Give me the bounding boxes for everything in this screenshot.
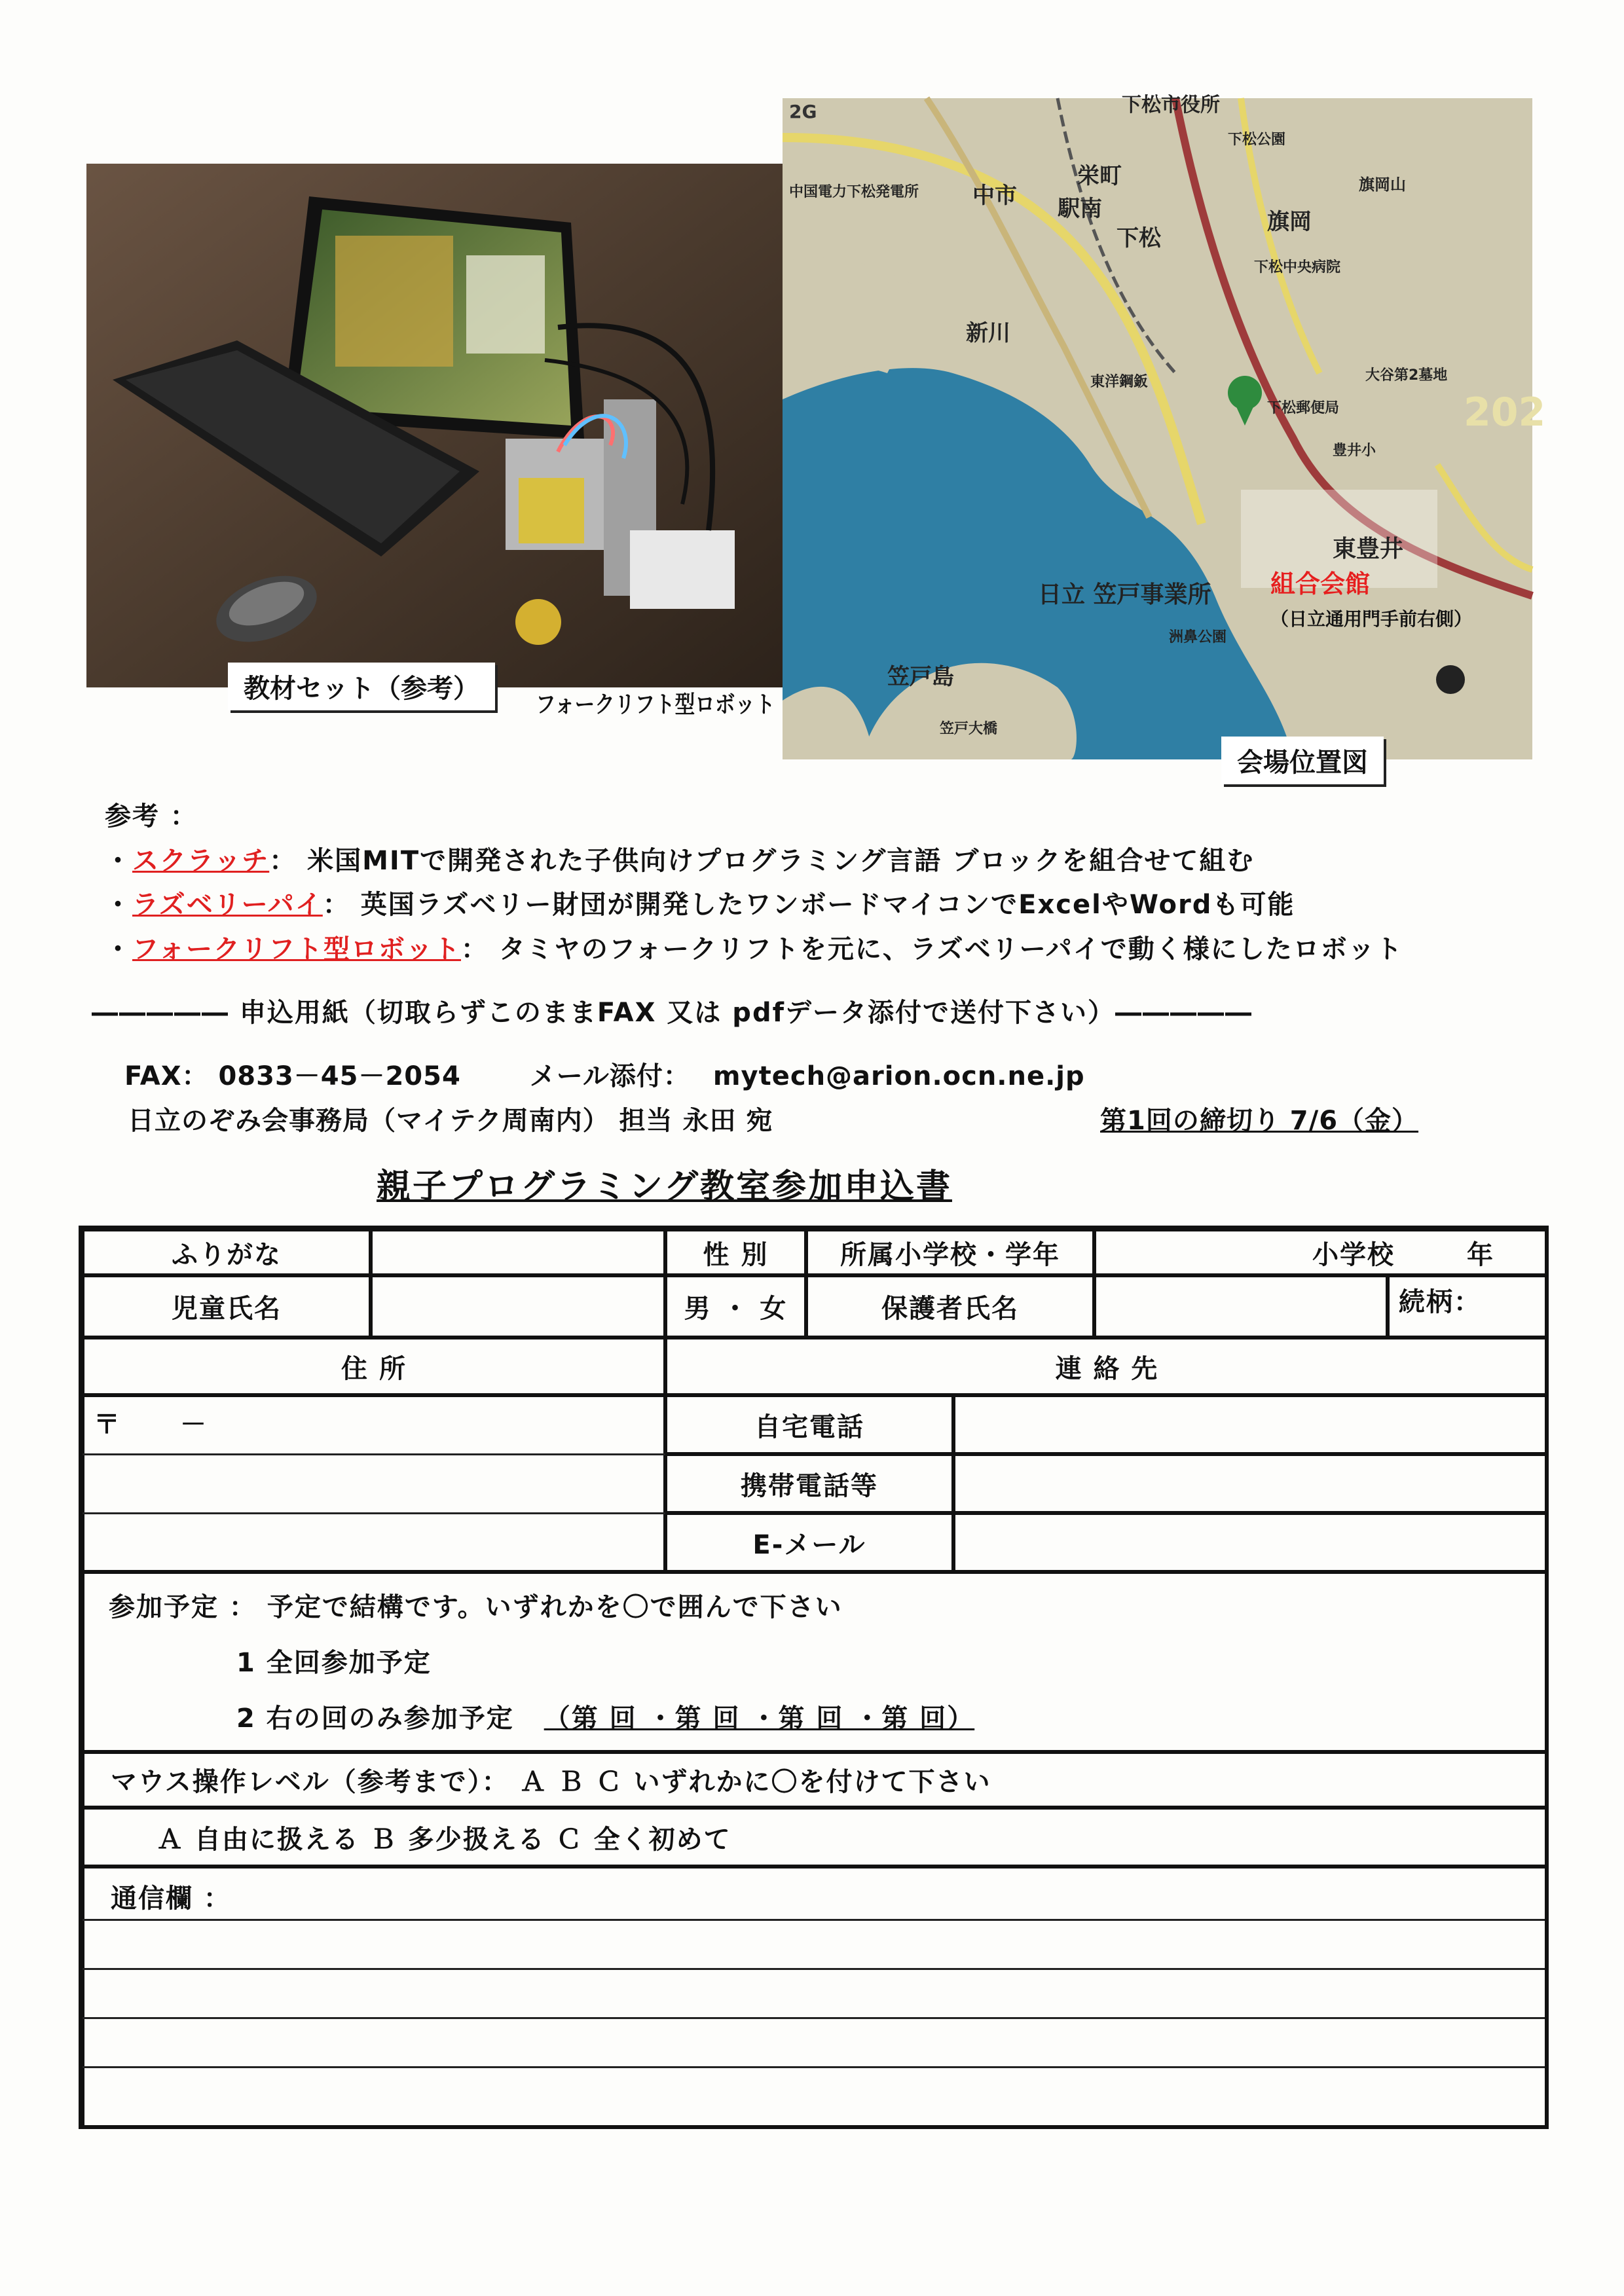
map-label-venue: 組合会館 [1270,570,1371,598]
reference-term: スクラッチ [132,846,270,876]
guardian-name-label: 保護者氏名 [806,1275,1094,1338]
map-label-hatagaoka: 旗岡山 [1359,175,1406,194]
contact-label: 連 絡 先 [665,1338,1549,1395]
gender-options[interactable]: 男 ・ 女 [665,1275,806,1338]
participation-option-partial[interactable] [236,1698,974,1735]
application-divider: ――――― 申込用紙（切取らずこのままFAX 又は pdfデータ添付で送付下さい）――――― [92,998,1253,1028]
reference-heading: 参考 ： [105,801,198,831]
gender-label: 性 別 [665,1230,806,1275]
address-divider [83,1512,665,1514]
mail-address[interactable]: mytech@arion.ocn.ne.jp [712,1061,1085,1091]
map-label-sakaemachi: 栄町 [1077,163,1122,189]
map-label-nakaichi: 中市 [972,183,1017,209]
postal-dash: － [180,1410,208,1440]
participation-option-partial-label: 2 右の回のみ参加予定 [236,1704,514,1734]
map-label-hataoka: 旗岡 [1267,209,1312,235]
map-label-sunami-park: 洲鼻公園 [1169,629,1227,646]
school-grade-label: 所属小学校・学年 [806,1230,1094,1275]
mobile-phone-field[interactable] [953,1454,1549,1513]
robot-caption: フォークリフト型ロボット [536,691,775,718]
office-line: 日立のぞみ会事務局（マイテク周南内） 担当 永田 宛 [128,1106,773,1136]
map-label-post: 下松郵便局 [1267,400,1340,416]
reference-term: ラズベリーパイ [132,890,323,920]
kit-photo [86,164,797,687]
venue-map-caption: 会場位置図 [1221,737,1384,784]
reference-desc: ： 英国ラズベリー財団が開発したワンボードマイコンでExcelやWordも可能 [322,890,1295,920]
map-edge-202: 202 [1464,390,1546,435]
application-form [79,1226,1549,2129]
participation-label: 参加予定 ： 予定で結構です。いずれかを〇で囲んで下さい [109,1592,843,1622]
kit-caption: 教材セット（参考） [228,663,495,710]
contact-line [124,1055,1085,1093]
email-label: E-メール [665,1513,953,1572]
reference-desc: ： タミヤのフォークリフトを元に、ラズベリーパイで動く様にしたロボット [461,934,1403,964]
notes-field[interactable] [83,1867,1549,2129]
notes-label: 通信欄 ： [111,1884,231,1914]
map-label-higashi-toyoi: 東豊井 [1333,536,1404,562]
mouse-level-options[interactable]: Ａ 自由に扱える Ｂ 多少扱える Ｃ 全く初めて [83,1808,1549,1867]
map-label-chugoku-power: 中国電力下松発電所 [789,184,919,200]
guardian-name-field[interactable] [1094,1275,1388,1338]
map-label-toyoi-elementary: 豊井小 [1333,443,1376,459]
participation-option-all[interactable]: 1 全回参加予定 [236,1648,432,1678]
email-field[interactable] [953,1513,1549,1572]
mail-label: メール添付： [529,1061,690,1091]
map-label-ekiminami: 駅南 [1058,196,1102,222]
school-suffix: 小学校 [1312,1239,1395,1270]
map-label-kasado-bridge: 笠戸大橋 [940,721,998,737]
form-title: 親子プログラミング教室参加申込書 [377,1167,952,1207]
notes-rule [83,1968,1545,1970]
map-label-venue-note: （日立通用門手前右側） [1270,608,1473,630]
reference-item: ・フォークリフト型ロボット： タミヤのフォークリフトを元に、ラズベリーパイで動く様にしたロボット [105,934,1403,964]
notes-rule [83,2017,1545,2019]
mobile-phone-label: 携帯電話等 [665,1454,953,1513]
reference-item: ・ラズベリーパイ： 英国ラズベリー財団が開発したワンボードマイコンでExcelやWordも可能 [105,890,1295,920]
mouse-level-label: マウス操作レベル（参考まで）： Ａ Ｂ Ｃ いずれかに〇を付けて下さい [83,1752,1549,1808]
home-phone-field[interactable] [953,1395,1549,1454]
map-label-toyo-kohan: 東洋鋼鈑 [1090,374,1149,390]
relation-field[interactable]: 続柄： [1388,1275,1549,1338]
address-label: 住 所 [83,1338,665,1395]
school-grade-field[interactable] [1094,1230,1549,1275]
map-edge-2g: 2G [789,101,817,122]
furigana-field[interactable] [371,1230,665,1275]
address-divider [83,1453,665,1455]
map-label-kudamatsu-park: 下松公園 [1228,132,1286,148]
notes-rule [83,2066,1545,2068]
map-label-shinkawa: 新川 [966,320,1010,346]
map-label-kudamatsu: 下松 [1116,225,1161,251]
reference-term: フォークリフト型ロボット [132,934,461,964]
reference-desc: ： 米国MITで開発された子供向けプログラミング言語 ブロックを組合せて組む [269,846,1255,876]
address-field[interactable] [83,1395,665,1572]
map-label-kasadojima: 笠戸島 [887,664,954,690]
postal-mark: 〒 [94,1410,121,1440]
child-name-label: 児童氏名 [83,1275,371,1338]
reference-item: ・スクラッチ： 米国MITで開発された子供向けプログラミング言語 ブロックを組合せて組む [105,846,1255,876]
fax-number: FAX： 0833－45－2054 [124,1061,461,1091]
child-name-field[interactable] [371,1275,665,1338]
map-label-hitachi-kasado: 日立 笠戸事業所 [1038,581,1211,608]
deadline: 第1回の締切り 7/6（金） [1100,1106,1419,1136]
notes-rule [83,1919,1545,1921]
map-label-otani: 大谷第2墓地 [1365,367,1448,384]
map-label-city-hall: 下松市役所 [1122,94,1220,117]
furigana-label: ふりがな [83,1230,371,1275]
map-label-hospital: 下松中央病院 [1254,259,1341,276]
venue-map [783,94,1546,759]
grade-suffix: 年 [1467,1239,1494,1270]
session-choice[interactable]: （第 回 ・第 回 ・第 回 ・第 回） [544,1704,975,1734]
home-phone-label: 自宅電話 [665,1395,953,1454]
